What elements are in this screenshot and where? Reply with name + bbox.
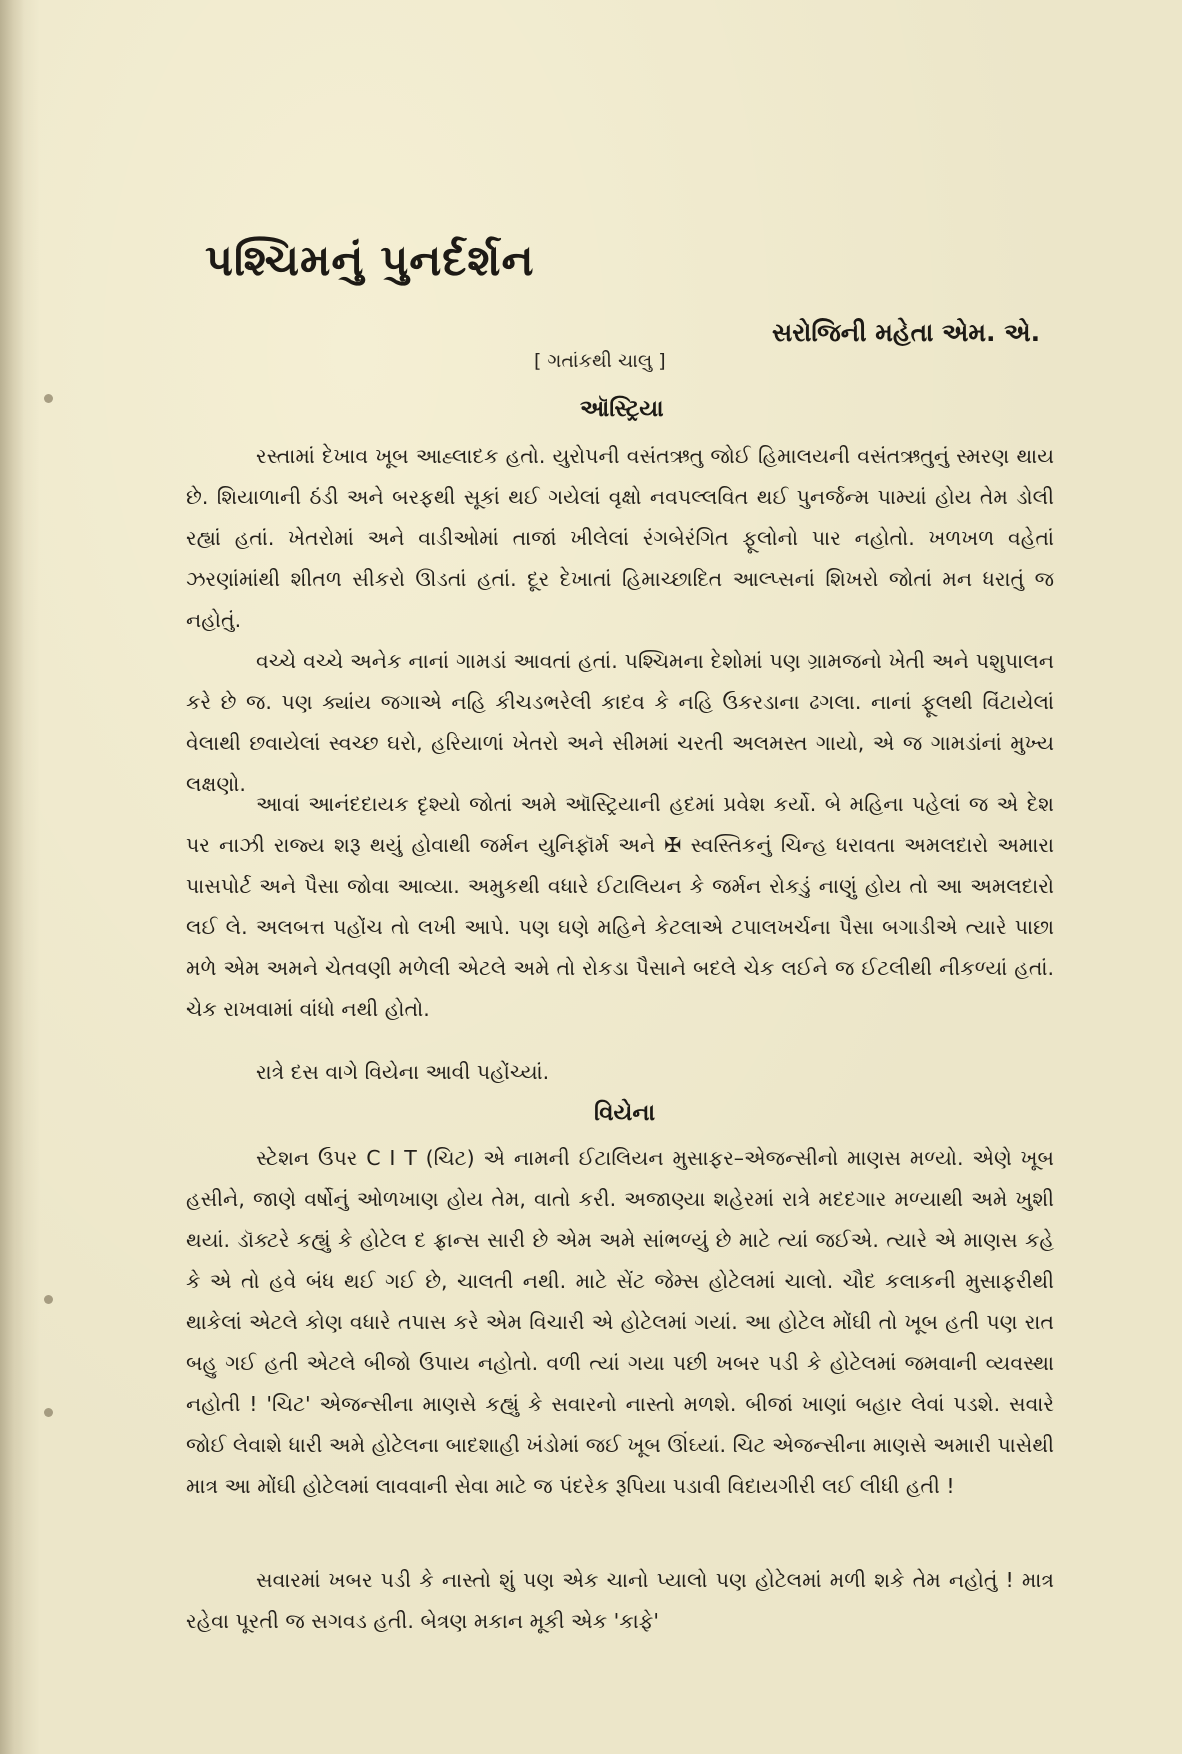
article-title: પશ્ચિમનું પુનર્દર્શન bbox=[205, 236, 535, 286]
binding-hole bbox=[44, 1408, 53, 1417]
binding-hole bbox=[44, 394, 53, 403]
paragraph-austria-villages: વચ્ચે વચ્ચે અનેક નાનાં ગામડાં આવતાં હતાં. પશ્ચિમના દેશોમાં પણ ગ્રામજનો ખેતી અને પશુપાલન કરે છે જ. પણ ક્યાંય જગાએ નહિ કીચડભરેલી કાદવ કે નહિ ઉકરડાના ઢગલા. નાનાં ફૂલથી વિંટાયેલાં વેલાથી છવાયેલાં સ્વચ્છ ઘરો, હરિયાળાં ખેતરો અને સીમમાં ચરતી અલમસ્ત ગાયો, એ જ ગામડાંનાં મુખ્ય લક્ષણો. bbox=[186, 649, 1054, 796]
article-author: સરોજિની મહેતા એમ. એ. bbox=[772, 318, 1041, 347]
paragraph-vienna-morning: સવારમાં ખબર પડી કે નાસ્તો શું પણ એક ચાનો પ્યાલો પણ હોટેલમાં મળી શકે તેમ નહોતું ! માત્ર રહેવા પૂરતી જ સગવડ હતી. બેત્રણ મકાન મૂકી એક 'કાફે' bbox=[186, 1568, 1054, 1633]
section-heading-vienna: વિયેના bbox=[594, 1100, 656, 1126]
paragraph-austria-border: આવાં આનંદદાયક દૃશ્યો જોતાં અમે ઑસ્ટ્રિયાની હદમાં પ્રવેશ કર્યો. બે મહિના પહેલાં જ એ દેશ પર નાઝી રાજ્ય શરૂ થયું હોવાથી જર્મન યુનિફૉર્મ અને ✠ સ્વસ્તિકનું ચિન્હ ધરાવતા અમલદારો અમારા પાસપોર્ટ અને પૈસા જોવા આવ્યા. અમુકથી વધારે ઈટાલિયન કે જર્મન રોકડું નાણું હોય તો આ અમલદારો લઈ લે. અલબત્ત પહોંચ તો લખી આપે. પણ ઘણે મહિને કેટલાએ ટપાલખર્ચના પૈસા બગાડીએ ત્યારે પાછા મળે એમ અમને ચેતવણી મળેલી એટલે અમે તો રોકડા પૈસાને બદલે ચેક લઈને જ ઈટલીથી નીકળ્યાં હતાં. ચેક રાખવામાં વાંધો નથી હોતો. bbox=[186, 792, 1054, 1021]
section-heading-austria: ઑસ્ટ્રિયા bbox=[580, 396, 664, 422]
paragraph-austria-landscape: રસ્તામાં દેખાવ ખૂબ આહ્લાદક હતો. યુરોપની વસંતઋતુ જોઈ હિમાલયની વસંતઋતુનું સ્મરણ થાય છે. શિયાળાની ઠંડી અને બરફથી સૂકાં થઈ ગયેલાં વૃક્ષો નવપલ્લવિત થઈ પુનર્જન્મ પામ્યાં હોય તેમ ડોલી રહ્યાં હતાં. ખેતરોમાં અને વાડીઓમાં તાજાં ખીલેલાં રંગબેરંગિત ફૂલોનો પાર નહોતો. ખળખળ વહેતાં ઝરણાંમાંથી શીતળ સીકરો ઊડતાં હતાં. દૂર દેખાતાં હિમાચ્છાદિત આલ્પ્સનાં શિખરો જોતાં મન ધરાતું જ નહોતું. bbox=[186, 444, 1054, 632]
paragraph-vienna-hotel: સ્ટેશન ઉપર C I T (ચિટ) એ નામની ઈટાલિયન મુસાફર–એજન્સીનો માણસ મળ્યો. એણે ખૂબ હસીને, જાણે વર્ષોનું ઓળખાણ હોય તેમ, વાતો કરી. અજાણ્યા શહેરમાં રાત્રે મદદગાર મળ્યાથી અમે ખુશી થયાં. ડૉક્ટરે કહ્યું કે હોટેલ દ ફ્રાન્સ સારી છે એમ અમે સાંભળ્યું છે માટે ત્યાં જઈએ. ત્યારે એ માણસ કહે કે એ તો હવે બંધ થઈ ગઈ છે, ચાલતી નથી. માટે સેંટ જેમ્સ હોટેલમાં ચાલો. ચૌદ કલાકની મુસાફરીથી થાકેલાં એટલે કોણ વધારે તપાસ કરે એમ વિચારી એ હોટેલમાં ગયાં. આ હોટેલ મોંઘી તો ખૂબ હતી પણ રાત બહુ ગઈ હતી એટલે બીજો ઉપાય નહોતો. વળી ત્યાં ગયા પછી ખબર પડી કે હોટેલમાં જમવાની વ્યવસ્થા નહોતી ! 'ચિટ' એજન્સીના માણસે કહ્યું કે સવારનો નાસ્તો મળશે. બીજાં ખાણાં બહાર લેવાં પડશે. સવારે જોઈ લેવાશે ધારી અમે હોટેલના બાદશાહી ખંડોમાં જઈ ખૂબ ઊંઘ્યાં. ચિટ એજન્સીના માણસે અમારી પાસેથી માત્ર આ મોંઘી હોટેલમાં લાવવાની સેવા માટે જ પંદરેક રૂપિયા પડાવી વિદાયગીરી લઈ લીધી હતી ! bbox=[186, 1146, 1054, 1498]
continued-note: [ ગતાંકથી ચાલુ ] bbox=[534, 350, 666, 372]
binding-hole bbox=[44, 1295, 53, 1304]
page-binding-edge bbox=[0, 0, 24, 1754]
paragraph-arrival-vienna: રાત્રે દસ વાગે વિયેના આવી પહોંચ્યાં. bbox=[256, 1060, 550, 1084]
